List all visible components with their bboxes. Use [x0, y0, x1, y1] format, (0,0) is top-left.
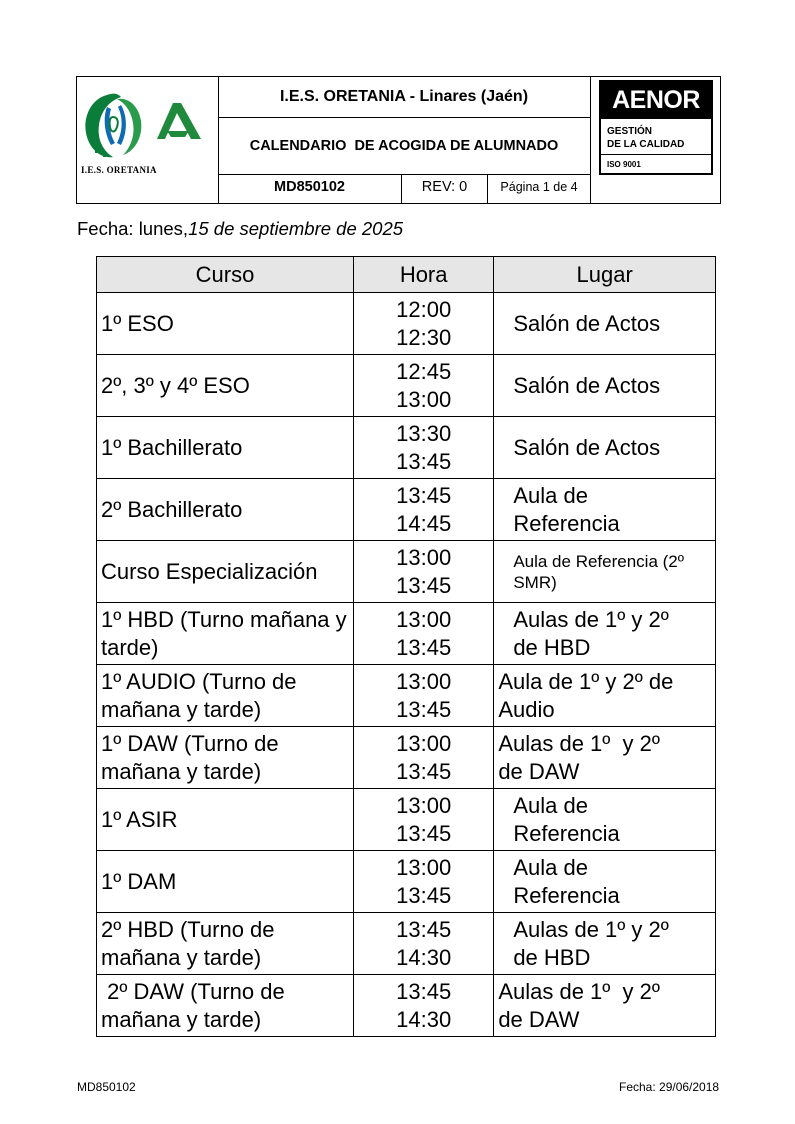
cell-curso: 2º DAW (Turno de mañana y tarde)	[97, 975, 354, 1037]
table-header-row	[97, 257, 716, 293]
cell-lugar	[494, 727, 716, 789]
table-row	[97, 851, 716, 913]
table-row	[97, 727, 716, 789]
hora-start: 13:00	[396, 545, 452, 570]
table-row	[97, 479, 716, 541]
cell-curso: 1º HBD (Turno mañana y tarde)	[97, 603, 354, 665]
page-number: Página 1 de 4	[500, 180, 578, 194]
document-header	[76, 76, 721, 204]
cell-hora	[354, 789, 494, 851]
hora-end: 13:45	[396, 758, 452, 784]
cell-lugar	[494, 789, 716, 851]
cell-curso: 1º DAW (Turno de mañana y tarde)	[97, 727, 354, 789]
aenor-brand: AENOR	[601, 82, 711, 119]
hora-start: 12:45	[396, 359, 452, 384]
cell-hora	[354, 293, 494, 355]
hora-end: 13:00	[396, 386, 452, 412]
date-value: 15 de septiembre de 2025	[188, 218, 404, 239]
lugar-text: Aulas de 1º y 2º de HBD	[513, 607, 669, 660]
aenor-divider	[601, 154, 711, 155]
lugar-text: Aula de Referencia (2º SMR)	[513, 551, 684, 592]
hora-end: 14:30	[396, 944, 452, 970]
table-row	[97, 541, 716, 603]
date-line	[77, 218, 403, 240]
lugar-text: Aulas de 1º y 2º de DAW	[498, 731, 667, 784]
cell-curso: 1º DAM	[97, 851, 354, 913]
hora-end: 12:30	[396, 324, 452, 350]
lugar-text: Aula de Referencia	[513, 483, 620, 536]
cell-curso: 2º, 3º y 4º ESO	[97, 355, 354, 417]
lugar-text: Aula de Referencia	[513, 855, 620, 908]
footer-code: MD850102	[77, 1080, 136, 1094]
hora-end: 13:45	[396, 696, 452, 722]
cell-lugar	[494, 851, 716, 913]
cell-hora	[354, 851, 494, 913]
hora-end: 14:30	[396, 1006, 452, 1032]
revision: REV: 0	[402, 175, 488, 203]
table-row	[97, 293, 716, 355]
hora-start: 13:00	[396, 731, 452, 756]
cell-lugar	[494, 603, 716, 665]
aenor-line2: DE LA CALIDAD	[607, 139, 685, 150]
cell-curso: 1º ESO	[97, 293, 354, 355]
cell-lugar	[494, 541, 716, 603]
cell-hora	[354, 975, 494, 1037]
table-row	[97, 417, 716, 479]
hora-end: 14:45	[396, 510, 452, 536]
cell-curso: 2º HBD (Turno de mañana y tarde)	[97, 913, 354, 975]
cell-curso: 1º Bachillerato	[97, 417, 354, 479]
cell-hora	[354, 913, 494, 975]
cell-lugar	[494, 293, 716, 355]
date-prefix: Fecha: lunes,	[77, 218, 189, 239]
cell-hora	[354, 603, 494, 665]
header-hora: Hora	[354, 257, 494, 293]
table-row	[97, 603, 716, 665]
school-logo	[77, 77, 218, 203]
hora-start: 13:00	[396, 607, 452, 632]
lugar-text: Aulas de 1º y 2º de HBD	[513, 917, 669, 970]
header-curso: Curso	[97, 257, 354, 293]
hora-start: 13:45	[396, 979, 452, 1004]
cell-hora	[354, 355, 494, 417]
lugar-text: Salón de Actos	[513, 434, 661, 460]
cell-hora	[354, 541, 494, 603]
aenor-line1: GESTIÓN	[607, 126, 653, 137]
hora-start: 13:00	[396, 669, 452, 694]
cell-lugar	[494, 665, 716, 727]
hora-end: 13:45	[396, 572, 452, 598]
document-code: MD850102	[218, 175, 402, 203]
cell-hora	[354, 417, 494, 479]
lugar-text: Aulas de 1º y 2º de DAW	[498, 979, 667, 1032]
cell-lugar	[494, 975, 716, 1037]
document-meta-row	[218, 175, 590, 203]
hora-end: 13:45	[396, 634, 452, 660]
hora-end: 13:45	[396, 882, 452, 908]
hora-start: 13:00	[396, 793, 452, 818]
header-info	[218, 77, 591, 203]
hora-start: 13:45	[396, 917, 452, 942]
aenor-certification-cell	[591, 77, 721, 203]
aenor-logo	[599, 80, 713, 175]
table-row	[97, 355, 716, 417]
hora-start: 13:30	[396, 421, 452, 446]
table-row	[97, 789, 716, 851]
cell-hora	[354, 479, 494, 541]
header-lugar: Lugar	[494, 257, 716, 293]
hora-end: 13:45	[396, 820, 452, 846]
table-row	[97, 975, 716, 1037]
aenor-text	[607, 125, 684, 151]
cell-lugar	[494, 355, 716, 417]
cell-hora	[354, 727, 494, 789]
aenor-iso: ISO 9001	[607, 160, 641, 169]
hora-start: 12:00	[396, 297, 452, 322]
cell-lugar	[494, 417, 716, 479]
hora-start: 13:00	[396, 855, 452, 880]
cell-curso: 1º ASIR	[97, 789, 354, 851]
cell-curso: 2º Bachillerato	[97, 479, 354, 541]
schedule-table	[96, 256, 716, 1037]
table-row	[97, 665, 716, 727]
school-logo-cell	[77, 77, 219, 203]
logo-caption: I.E.S. ORETANIA	[81, 165, 157, 175]
lugar-text: Aula de Referencia	[513, 793, 620, 846]
document-title: CALENDARIO DE ACOGIDA DE ALUMNADO	[218, 118, 590, 175]
lugar-text: Salón de Actos	[513, 310, 661, 336]
hora-start: 13:45	[396, 483, 452, 508]
cell-lugar	[494, 479, 716, 541]
cell-curso: Curso Especialización	[97, 541, 354, 603]
table-row	[97, 913, 716, 975]
lugar-text: Salón de Actos	[513, 372, 661, 398]
footer-date: Fecha: 29/06/2018	[619, 1080, 720, 1094]
cell-lugar	[494, 913, 716, 975]
hora-end: 13:45	[396, 448, 452, 474]
cell-curso: 1º AUDIO (Turno de mañana y tarde)	[97, 665, 354, 727]
lugar-text: Aula de 1º y 2º de Audio	[498, 669, 674, 722]
school-name: I.E.S. ORETANIA - Linares (Jaén)	[218, 77, 590, 118]
cell-hora	[354, 665, 494, 727]
